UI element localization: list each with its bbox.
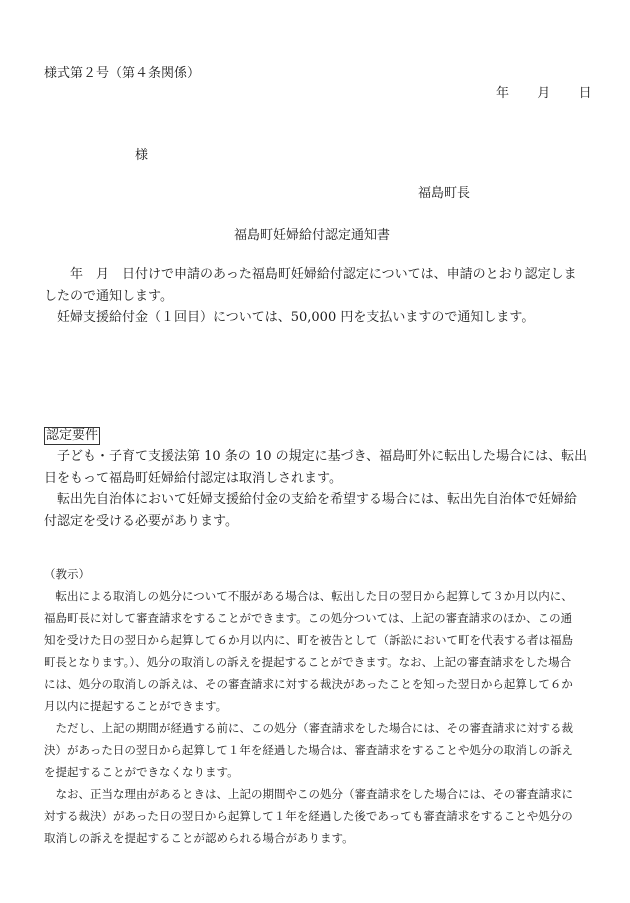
requirements-heading: 認定要件 [46, 428, 99, 443]
instruction-line: 取消しの訴えを提起することが認められる場合があります。 [44, 831, 354, 845]
instruction-section [44, 563, 592, 849]
instruction-line: 転出による取消しの処分について不服がある場合は、転出した日の翌日から起算して３か月以内に、 [55, 589, 573, 603]
date-year-label: 年 [496, 86, 510, 101]
instruction-line: 知を受けた日の翌日から起算して６か月以内に、町を被告として（訴訟において町を代表する者は福島 [44, 633, 573, 647]
requirements-line-1: 子ども・子育て支援法第 10 条の 10 の規定に基づき、福島町外に転出した場合には、転出 [57, 449, 588, 464]
instruction-line: 町長となります。）、処分の取消しの訴えを提起することができます。なお、上記の審査請求をした場合 [44, 655, 572, 669]
requirements-line-2: 日をもって福島町妊婦給付認定は取消しされます。 [44, 470, 342, 486]
instruction-line: 福島町長に対して審査請求をすることができます。この処分ついては、上記の審査請求のほか、この通 [44, 611, 573, 625]
issue-date [496, 84, 592, 104]
requirements-line-3: 転出先自治体において妊婦支援給付金の支給を希望する場合には、転出先自治体で妊婦給 [57, 492, 578, 507]
requirements-line-4: 付認定を受ける必要があります。 [44, 513, 238, 529]
instruction-heading: （教示） [44, 567, 90, 581]
instruction-line: 対する裁決）があった日の翌日から起算して１年を経過した後であっても審査請求をすることや処分の [44, 809, 573, 823]
notice-body [44, 264, 589, 329]
requirements-body [44, 446, 589, 532]
notice-line-3: 妊婦支援給付金（１回目）については、50,000 円を支払いますので通知します。 [57, 310, 535, 325]
instruction-line: 決）があった日の翌日から起算して１年を経過した場合は、審査請求をすることや処分の取消しの訴え [44, 743, 573, 757]
date-month-label: 月 [537, 86, 551, 101]
form-number: 様式第２号（第４条関係） [44, 66, 201, 81]
requirements-heading-wrap [44, 426, 100, 446]
notice-line-2: したので通知します。 [44, 288, 173, 304]
instruction-line: なお、正当な理由があるときは、上記の期間やこの処分（審査請求をした場合には、その審査請求に [55, 787, 573, 801]
instruction-line: を提起することができなくなります。 [44, 765, 239, 779]
notice-line-1: 年 月 日付けで申請のあった福島町妊婦給付認定については、申請のとおり認定しま [70, 267, 577, 282]
instruction-line: には、処分の取消しの訴えは、その審査請求に対する裁決があったことを知った翌日から起算して６か [44, 677, 573, 691]
date-day-label: 日 [578, 86, 592, 101]
instruction-line: 月以内に提起することができます。 [44, 699, 228, 713]
recipient-suffix: 様 [135, 148, 149, 163]
issuer-name: 福島町長 [418, 186, 471, 201]
document-title: 福島町妊婦給付認定通知書 [234, 228, 391, 243]
instruction-line: ただし、上記の期間が経過する前に、この処分（審査請求をした場合には、その審査請求に対する裁 [55, 721, 573, 735]
